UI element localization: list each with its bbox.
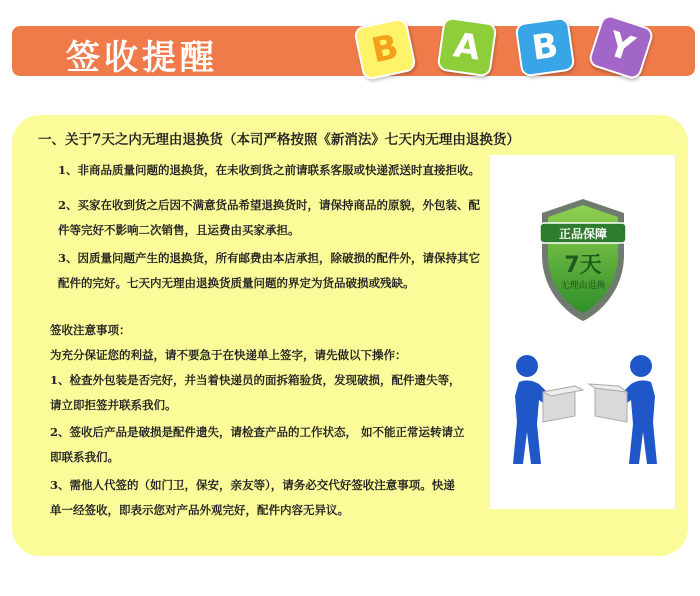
badge-title: 正品保障	[558, 227, 608, 241]
baby-block-b1	[353, 17, 417, 81]
badge-subtitle: 无理由退换	[560, 281, 606, 291]
text-line: 2、买家在收到货之后因不满意货品希望退换货时，请保持商品的原貌，外包装、配	[58, 198, 480, 212]
returns-item-1	[58, 158, 480, 183]
delivery-illustration	[505, 352, 665, 482]
text-line: 2、签收后产品是破损是配件遗失，请检查产品的工作状态， 如不能正常运转请立	[50, 425, 465, 439]
signing-item-3	[50, 473, 455, 523]
baby-block-b2	[515, 17, 576, 78]
text-line: 1、检查外包装是否完好，并当着快递员的面拆箱验货，发现破损，配件遗失等，	[50, 373, 461, 387]
signing-title: 签收注意事项：	[50, 323, 131, 337]
text-line: 配件的完好。七天内无理由退换货质量问题的界定为货品破损或残缺。	[58, 276, 415, 290]
signing-item-2	[50, 420, 465, 470]
box-icon	[543, 384, 627, 422]
baby-block-a	[437, 17, 498, 78]
text-line: 1、非商品质量问题的退换货，在未收到货之前请联系客服或快递派送时直接拒收。	[58, 163, 480, 177]
signing-intro: 为充分保证您的利益，请不要急于在快递单上签字，请先做以下操作：	[50, 348, 407, 362]
baby-letter: A	[451, 25, 483, 69]
shield-icon	[538, 195, 628, 325]
text-line: 单一经签收，即表示您对产品外观完好，配件内容无异议。	[50, 503, 349, 517]
text-line: 即联系我们。	[50, 450, 119, 464]
returns-item-3	[58, 246, 480, 296]
baby-letter: B	[368, 26, 402, 72]
text-line: 请立即拒签并联系我们。	[50, 398, 177, 412]
text-line: 3、因质量问题产生的退换货，所有邮费由本店承担，除破损的配件外，请保持其它	[58, 251, 480, 265]
signing-section	[50, 318, 461, 418]
baby-letter: Y	[603, 24, 639, 70]
badge-days: 7天	[564, 253, 602, 278]
baby-letter: B	[529, 25, 561, 69]
text-line: 件等完好不影响二次销售，且运费由买家承担。	[58, 223, 300, 237]
text-line: 3、需他人代签的（如门卫，保安，亲友等），请务必交代好签收注意事项。快递	[50, 478, 455, 492]
returns-heading: 一、关于7天之内无理由退换货（本司严格按照《新消法》七天内无理由退换货）	[38, 132, 520, 148]
returns-item-2	[58, 193, 480, 243]
banner-title: 签收提醒	[66, 38, 218, 78]
